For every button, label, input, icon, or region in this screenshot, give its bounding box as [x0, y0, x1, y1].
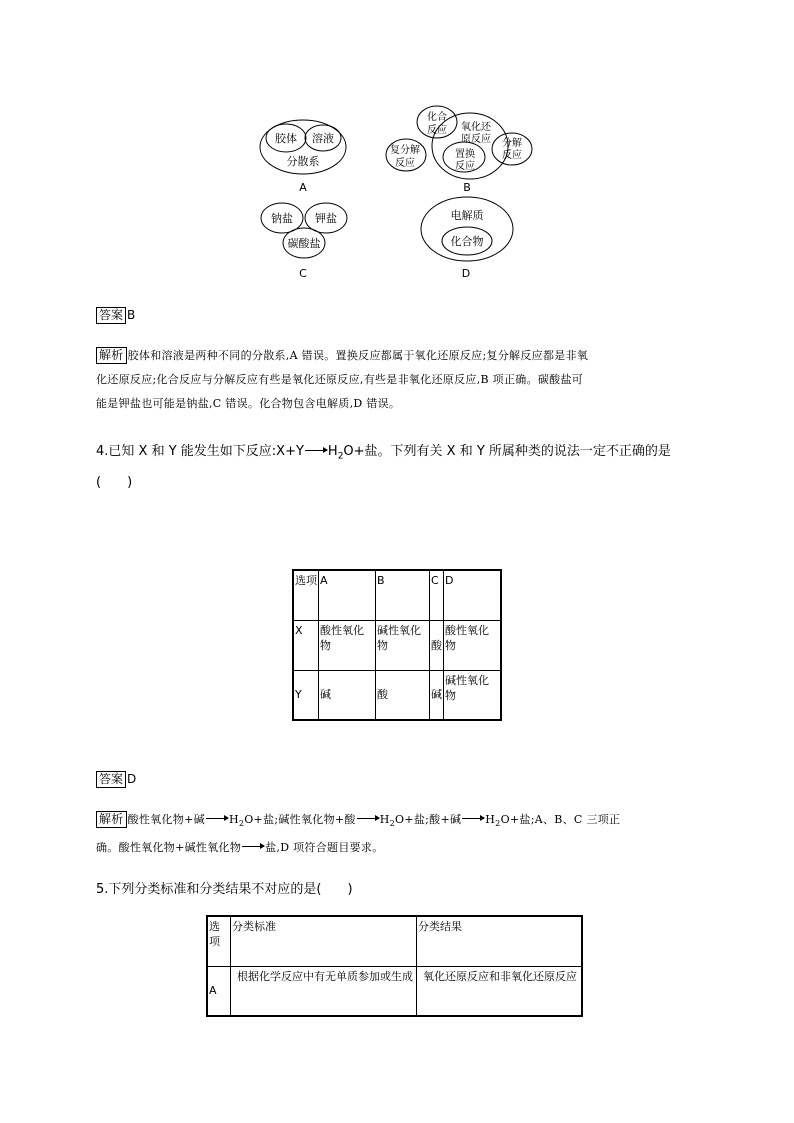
q4-options-table	[292, 569, 502, 721]
q4-analysis-text: H	[485, 813, 496, 826]
q3-analysis-line2: 化还原反应;化合反应与分解反应有些是氧化还原反应,有些是非氧化还原反应,B 项正确。碳酸盐可	[96, 373, 584, 386]
q4-stem-line2: ( )	[96, 474, 133, 490]
q5-stem: 5.下列分类标准和分类结果不对应的是( )	[96, 882, 353, 897]
table-row	[293, 620, 501, 670]
q4-stem-part3: O+盐。下列有关 X 和 Y 所属种类的说法一定不正确的是	[343, 444, 671, 459]
reaction-arrow	[357, 818, 379, 819]
diagram-a-dispersion: 分散系	[286, 155, 320, 168]
q4-analysis-text: O+盐;A、B、C 三项正	[500, 813, 621, 826]
table-cell: 酸	[430, 620, 444, 670]
diagram-a-colloid: 胶体	[275, 132, 297, 145]
table-cell: 分类结果	[417, 916, 583, 966]
table-cell: 根据化学反应中有无单质参加或生成	[231, 966, 417, 1016]
diagram-c-potassium-salt: 钾盐	[315, 212, 337, 225]
diagram-d-compound: 化合物	[450, 235, 484, 248]
analysis-tag: 解析	[96, 811, 127, 828]
q4-answer-value: D	[127, 772, 137, 786]
table-cell: A	[319, 570, 376, 620]
table-cell: 碱性氧化物	[376, 620, 430, 670]
q3-answer	[96, 307, 135, 324]
table-cell: 碱性氧化物	[444, 670, 502, 720]
table-cell: 碱	[430, 670, 444, 720]
q4-stem-part2: H	[327, 444, 338, 459]
q4-analysis-text: H	[228, 813, 239, 826]
q4-analysis-text: 确。酸性氧化物+碱性氧化物	[96, 841, 242, 855]
table-row	[207, 916, 582, 966]
q4-analysis-sub: 2	[238, 819, 245, 829]
table-row	[293, 670, 501, 720]
answer-tag: 答案	[96, 307, 126, 324]
table-cell: C	[430, 570, 444, 620]
reaction-arrow	[305, 450, 327, 451]
diagram-c-label: C	[299, 267, 307, 280]
diagram-a	[260, 120, 346, 194]
table-cell: 酸	[376, 670, 430, 720]
diagram-b-label: B	[463, 181, 471, 194]
q4-stem-part1: 4.已知 X 和 Y 能发生如下反应:X+Y	[96, 444, 304, 459]
analysis-tag: 解析	[96, 347, 127, 364]
q3-analysis-line1: 胶体和溶液是两种不同的分散系,A 错误。置换反应都属于氧化还原反应;复分解反应都是非氧	[127, 349, 589, 362]
q4-stem	[96, 439, 706, 496]
table-cell: 选项	[207, 916, 231, 966]
table-cell: 碱	[319, 670, 376, 720]
table-cell: 选项	[293, 570, 319, 620]
table-cell: 酸性氧化物	[444, 620, 502, 670]
table-cell: B	[376, 570, 430, 620]
table-cell: Y	[293, 670, 319, 720]
q4-answer	[96, 771, 136, 788]
table-row	[293, 570, 501, 620]
diagram-a-solution: 溶液	[312, 132, 334, 145]
diagram-c-carbonate: 碳酸盐	[287, 237, 321, 250]
q4-stem-sub: 2	[337, 451, 344, 462]
diagram-b-combination: 化合反应	[427, 112, 447, 136]
q4-analysis-sub: 2	[495, 819, 501, 829]
diagram-c	[261, 203, 347, 280]
q3-analysis-line3: 能是钾盐也可能是钠盐,C 错误。化合物包含电解质,D 错误。	[96, 397, 401, 410]
diagram-d-electrolyte: 电解质	[450, 209, 484, 222]
classification-diagrams	[0, 0, 794, 290]
q3-answer-value: B	[127, 308, 136, 322]
diagram-b-double-displacement: 复分解反应	[390, 145, 420, 169]
q5-options-table	[206, 915, 583, 1017]
table-cell: 分类标准	[231, 916, 417, 966]
diagram-a-label: A	[299, 181, 307, 194]
answer-tag: 答案	[96, 771, 126, 788]
diagram-d	[421, 197, 513, 280]
reaction-arrow	[462, 818, 484, 819]
reaction-arrow	[206, 818, 228, 819]
diagram-c-sodium-salt: 钠盐	[271, 212, 293, 225]
table-cell: A	[207, 966, 231, 1016]
diagram-b-redox: 氧化还原反应	[461, 122, 491, 145]
diagram-b-displacement: 置换反应	[455, 149, 475, 172]
q4-analysis-text: O+盐;碱性氧化物+酸	[244, 813, 356, 826]
q4-analysis-text: O+盐;酸+碱	[395, 813, 462, 826]
table-cell: 氧化还原反应和非氧化还原反应	[417, 966, 583, 1016]
table-cell: 酸性氧化物	[319, 620, 376, 670]
diagram-b-decomposition: 分解反应	[502, 138, 522, 161]
diagram-d-label: D	[461, 267, 471, 280]
q4-analysis-text: 酸性氧化物+碱	[127, 813, 205, 826]
q3-analysis	[96, 344, 706, 416]
table-cell: D	[444, 570, 502, 620]
q4-analysis-text: 盐,D 项符合题目要求。	[265, 841, 384, 855]
q4-analysis-sub: 2	[389, 819, 395, 829]
q4-analysis	[96, 808, 706, 860]
q4-analysis-text: H	[379, 813, 390, 826]
reaction-arrow	[242, 846, 264, 847]
diagram-b	[386, 106, 532, 194]
table-cell: X	[293, 620, 319, 670]
table-row	[207, 966, 582, 1016]
